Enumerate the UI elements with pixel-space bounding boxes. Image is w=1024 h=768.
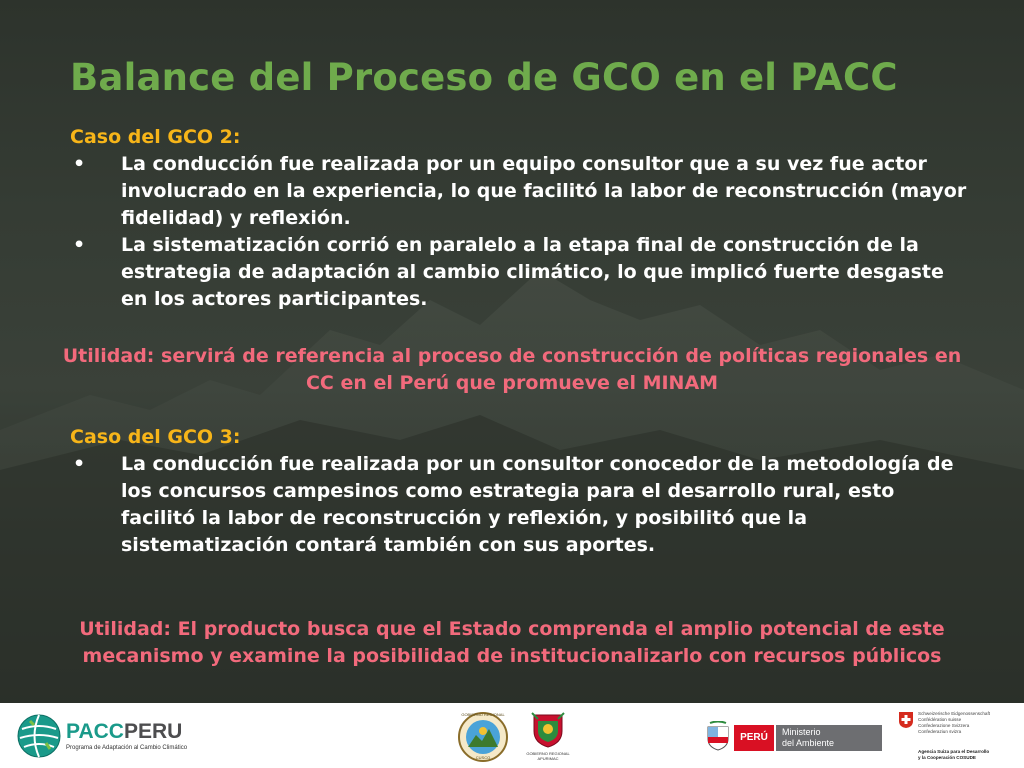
- ministerio-line1: Ministerio: [782, 727, 821, 737]
- case-2-bullet-list: [70, 151, 970, 313]
- gobierno-regional-apurimac-logo: [520, 711, 576, 765]
- peru-ministerio-ambiente-logo: [706, 721, 882, 755]
- case-3-bullet-list: [70, 451, 970, 559]
- cusco-seal-top-text: GOBIERNO REGIONAL: [461, 712, 505, 717]
- case-3-bullet-1: [70, 451, 970, 559]
- swiss-line-3: Confederazione Svizzera: [918, 723, 970, 728]
- pacc-wordmark: [66, 721, 182, 743]
- apurimac-label: [520, 751, 576, 761]
- pacc-tagline: Programa de Adaptación al Cambio Climático: [66, 745, 188, 751]
- bullet-marker: •: [73, 234, 86, 256]
- case-2-bullet-1: [70, 151, 970, 232]
- cusco-seal-bottom-text: CUSCO: [475, 755, 491, 760]
- ministerio-line2: del Ambiente: [782, 738, 835, 748]
- swiss-shield-icon: [898, 711, 914, 729]
- bullet-marker: •: [73, 153, 86, 175]
- pacc-wordmark-b: PERU: [123, 720, 183, 743]
- gobierno-regional-cusco-seal: [456, 711, 510, 763]
- swiss-line-1: Schweizerische Eidgenossenschaft: [918, 711, 991, 716]
- cosude-agency-line2: y la Cooperación COSUDE: [918, 755, 976, 760]
- slide-title: Balance del Proceso de GCO en el PACC: [70, 56, 898, 99]
- pacc-wordmark-a: PACC: [66, 720, 124, 743]
- globe-icon: [16, 713, 62, 759]
- bullet-text: La sistematización corrió en paralelo a la etapa final de construcción de la estrategia de adaptación al cambio climático, lo que implicó fuerte desgaste en los actores participantes.: [121, 234, 944, 310]
- peru-coat-of-arms-icon: [706, 721, 730, 751]
- apurimac-shield-icon: [530, 711, 566, 749]
- swiss-line-2: Confédération suisse: [918, 717, 962, 722]
- logo-footer: [0, 703, 1024, 768]
- apurimac-label-line1: GOBIERNO REGIONAL: [526, 751, 570, 756]
- case-2-heading: Caso del GCO 2:: [70, 126, 241, 148]
- case-2-utility: Utilidad: servirá de referencia al proceso de construcción de políticas regionales en CC en el Perú que promueve el MINAM: [62, 345, 962, 394]
- peru-label: PERÚ: [734, 725, 774, 751]
- swiss-line-4: Confederaziun svizra: [918, 729, 962, 734]
- bullet-marker: •: [73, 453, 86, 475]
- cosude-agency-line1: Agencia Suiza para el Desarrollo: [918, 749, 990, 754]
- swiss-confederation-text: [918, 711, 990, 735]
- bullet-text: La conducción fue realizada por un equipo consultor que a su vez fue actor involucrado en la experiencia, lo que facilitó la labor de reconstrucción (mayor fidelidad) y reflexión.: [121, 153, 967, 229]
- case-2-bullet-2: [70, 232, 970, 313]
- ministerio-label: [776, 725, 882, 751]
- case-3-heading: Caso del GCO 3:: [70, 426, 241, 448]
- case-3-utility: Utilidad: El producto busca que el Estado comprenda el amplio potencial de este mecanismo y examine la posibilidad de institucionalizarlo con recursos públicos: [79, 618, 945, 667]
- pacc-peru-logo: [16, 713, 196, 759]
- bullet-text: La conducción fue realizada por un consultor conocedor de la metodología de los concursos campesinos como estrategia para el desarrollo rural, esto facilitó la labor de reconstrucción y reflexión, y posibilitó que la sistematización contará también con sus aportes.: [121, 453, 954, 556]
- apurimac-label-line2: APURIMAC: [537, 756, 559, 761]
- cosude-swiss-logo: [898, 709, 1022, 767]
- cosude-agency-text: [918, 749, 989, 761]
